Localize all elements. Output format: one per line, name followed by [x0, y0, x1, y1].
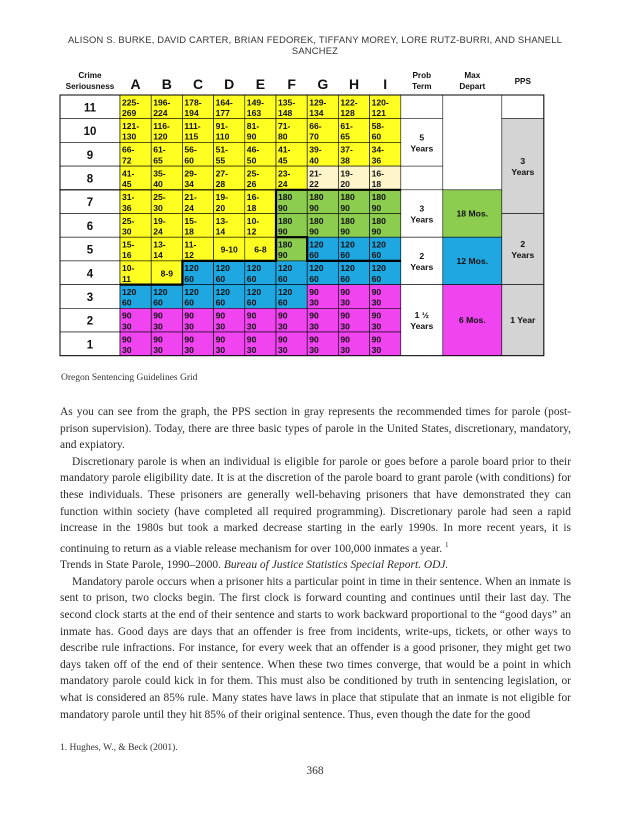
- prob-term-value: 2: [419, 250, 425, 261]
- max-depart-value: 6 Mos.: [458, 315, 486, 326]
- grid-cell-value-bottom: 90: [340, 202, 350, 213]
- header-prob-label: Prob: [412, 71, 432, 80]
- grid-cell-value-top: 90: [371, 334, 382, 345]
- grid-cell-value-bottom: 30: [340, 321, 350, 332]
- pps-value: 1 Year: [510, 315, 536, 326]
- grid-cell-value-bottom: 30: [340, 345, 350, 355]
- grid-cell-value-top: 19-: [153, 215, 166, 226]
- grid-cell-value: 9-10: [220, 244, 238, 255]
- grid-cell-value-top: 81-: [246, 121, 260, 131]
- reference-italic: Bureau of Justice Statistics Special Report. ODJ.: [223, 559, 449, 572]
- grid-cell-value-top: 149-: [246, 97, 265, 108]
- grid-cell-value-bottom: 30: [309, 297, 319, 308]
- grid-cell-value-top: 120: [215, 263, 230, 274]
- grid-cell-value-top: 21-: [309, 168, 322, 179]
- column-header-i: I: [383, 76, 388, 92]
- grid-cell-value-top: 90: [371, 286, 382, 297]
- grid-cell-value-bottom: 70: [309, 131, 319, 142]
- grid-cell-value-bottom: 130: [122, 131, 137, 142]
- grid-cell-value-top: 120: [278, 286, 293, 297]
- grid-cell-value-top: 120: [246, 286, 262, 297]
- grid-cell-value-top: 90: [340, 334, 350, 345]
- grid-cell-value-top: 129-: [309, 97, 327, 108]
- grid-cell-value-top: 21-: [184, 192, 197, 203]
- grid-cell-value-bottom: 38: [340, 155, 350, 166]
- grid-cell-value-bottom: 194: [184, 108, 199, 118]
- grid-cell-value-top: 34-: [371, 144, 385, 155]
- grid-cell-value-bottom: 148: [278, 108, 293, 118]
- grid-cell-value-bottom: 60: [246, 297, 257, 308]
- grid-cell-value-bottom: 90: [371, 226, 382, 237]
- grid-cell-value-top: 90: [122, 310, 132, 321]
- grid-cell-value-bottom: 90: [278, 202, 288, 213]
- grid-cell-value: 6-8: [254, 244, 267, 255]
- seriousness-level-5: 5: [86, 244, 94, 257]
- grid-cell-value-top: 111-: [184, 121, 201, 131]
- grid-cell-value-top: 90: [340, 310, 350, 321]
- grid-cell-value-bottom: 60: [153, 297, 163, 308]
- paragraph-discretionary: [60, 454, 571, 557]
- grid-cell-value-bottom: 60: [246, 273, 257, 284]
- grid-cell-value-top: 16-: [246, 192, 260, 203]
- grid-cell-value-top: 41-: [278, 144, 291, 155]
- grid-cell-value-bottom: 30: [246, 345, 257, 355]
- pps-unit: Years: [511, 167, 535, 178]
- column-header-f: F: [287, 76, 296, 92]
- grid-cell-value-top: 180: [371, 215, 386, 226]
- grid-cell-value-top: 51-: [215, 144, 229, 155]
- seriousness-level-7: 7: [86, 197, 94, 210]
- grid-cell-value-bottom: 110: [215, 131, 230, 142]
- grid-cell-value-bottom: 90: [278, 250, 288, 261]
- grid-cell-value-top: 120: [215, 286, 230, 297]
- grid-cell-value-bottom: 60: [278, 297, 288, 308]
- grid-cell-value-bottom: 30: [371, 297, 382, 308]
- grid-cell-value-top: 120: [278, 263, 293, 274]
- grid-cell-value-top: 25-: [122, 215, 135, 226]
- grid-cell-value-bottom: 36: [371, 155, 382, 166]
- grid-cell-value-bottom: 90: [246, 131, 257, 142]
- grid-cell-value-top: 37-: [340, 144, 353, 155]
- grid-cell-value-bottom: 30: [122, 321, 132, 332]
- grid-cell-value-top: 90: [153, 334, 163, 345]
- pps-value: 3: [520, 156, 526, 167]
- grid-cell-value-top: 180: [340, 215, 355, 226]
- grid-cell-value-top: 180: [309, 192, 324, 203]
- grid-cell-value-bottom: 12: [246, 226, 257, 237]
- grid-cell-value-top: 31-: [122, 192, 135, 203]
- grid-cell-value-top: 178-: [184, 97, 202, 108]
- footnote-marker[interactable]: 1: [444, 540, 449, 549]
- paragraph-mandatory: Mandatory parole occurs when a prisoner hits a particular point in time in their sentence. When an inmate is sent to prison, two clocks begin. The first clock is forward counting and continues until their last day. The second clock starts at the end of their sentence and starts to work backward proportional to the “good days” an inmate has. Good days are days that an offender is free from incidents, write-ups, tickets, or other ways to describe rule infractions. For instance, for every week that an offender is a good prisoner, they might get two days taken off of the end of their sentence. When these two times converge, that would be a point in which mandatory parole could kick in for them. This must also be conditioned by truth in sentencing legislation, or what is considered an 85% rule. Many states have laws in place that stipulate that an inmate is not eligible for mandatory parole until they hit 85% of their original sentence. Thus, even though the date for the good: [60, 575, 571, 721]
- grid-cell-value-top: 225-: [122, 97, 140, 108]
- grid-cell-value-bottom: 30: [215, 321, 226, 332]
- max-depart-cell: [443, 95, 502, 190]
- grid-cell-value-top: 25-: [153, 192, 166, 203]
- seriousness-level-8: 8: [86, 173, 94, 186]
- grid-cell-value-bottom: 72: [122, 155, 132, 166]
- prob-term-cell: [401, 190, 443, 237]
- grid-cell-value-top: 90: [184, 310, 194, 321]
- grid-cell-value-top: 120: [371, 239, 386, 250]
- header-authors-line1: ALISON S. BURKE, DAVID CARTER, BRIAN FEDOREK, TIFFANY MOREY, LORE RUTZ-BURRI, AND SHANELL: [67, 34, 563, 45]
- grid-cell-value-bottom: 30: [278, 345, 288, 355]
- grid-cell-value-top: 120: [184, 263, 199, 274]
- column-header-e: E: [255, 76, 266, 92]
- grid-cell-value-bottom: 30: [184, 345, 194, 355]
- grid-cell-value-bottom: 40: [309, 155, 319, 166]
- grid-cell-value-top: 180: [278, 239, 293, 250]
- grid-cell-value-top: 120: [122, 286, 137, 297]
- pps-cell: [502, 95, 544, 119]
- grid-cell-value-bottom: 30: [309, 345, 319, 355]
- column-header-b: B: [161, 76, 172, 92]
- prob-term-value: 5: [419, 132, 425, 143]
- header-crime-label: Crime: [78, 71, 102, 80]
- grid-cell-value-bottom: 65: [340, 131, 350, 142]
- grid-cell-value-bottom: 30: [371, 345, 382, 355]
- grid-cell-value-bottom: 121: [371, 108, 386, 118]
- grid-cell-value-top: 120: [246, 263, 262, 274]
- grid-cell-value-bottom: 30: [153, 321, 163, 332]
- seriousness-level-1: 1: [86, 339, 94, 352]
- prob-term-unit: Years: [410, 143, 434, 154]
- grid-cell-value-bottom: 28: [215, 179, 226, 190]
- grid-cell-value-top: 27-: [215, 168, 229, 179]
- grid-cell-value-bottom: 60: [184, 155, 194, 166]
- grid-cell-value-top: 35-: [153, 168, 166, 179]
- grid-cell-value-top: 66-: [309, 121, 322, 131]
- grid-cell-value-bottom: 20: [340, 179, 350, 190]
- grid-cell-value-top: 90: [309, 310, 319, 321]
- column-header-d: D: [224, 76, 235, 92]
- grid-cell-value-bottom: 30: [278, 321, 288, 332]
- grid-cell-value-top: 16-: [371, 168, 385, 179]
- grid-cell-value-top: 120: [340, 263, 355, 274]
- column-header-c: C: [192, 76, 204, 92]
- header-max-label: Max: [464, 71, 481, 80]
- grid-cell-value-bottom: 18: [184, 226, 194, 237]
- max-depart-value: 12 Mos.: [456, 255, 489, 266]
- grid-cell-value-bottom: 16: [122, 250, 132, 261]
- grid-cell-value-bottom: 40: [153, 179, 163, 190]
- grid-cell-value-top: 19-: [215, 192, 229, 203]
- grid-cell-value-top: 71-: [278, 121, 291, 131]
- grid-cell-value-bottom: 115: [184, 131, 199, 142]
- grid-cell-value-bottom: 45: [122, 179, 132, 190]
- grid-cell-value-bottom: 14: [215, 226, 226, 237]
- grid-cell-value-bottom: 30: [309, 321, 319, 332]
- grid-cell-value-bottom: 128: [340, 108, 355, 118]
- body-text: [60, 404, 571, 723]
- seriousness-level-10: 10: [83, 126, 97, 139]
- column-header-h: H: [348, 76, 360, 92]
- grid-cell-value-top: 90: [153, 310, 163, 321]
- grid-cell-value-bottom: 30: [122, 345, 132, 355]
- grid-cell-value-top: 90: [340, 286, 350, 297]
- seriousness-level-2: 2: [86, 315, 94, 328]
- grid-cell-value-bottom: 60: [371, 250, 382, 261]
- grid-cell-value-bottom: 34: [184, 179, 194, 190]
- grid-cell-value-bottom: 20: [215, 202, 226, 213]
- grid-cell-value-bottom: 177: [215, 108, 230, 118]
- pps-value: 2: [520, 239, 526, 250]
- grid-cell-value-top: 10-: [246, 215, 260, 226]
- grid-cell-value-bottom: 18: [371, 179, 382, 190]
- page-number: 368: [306, 765, 324, 777]
- grid-cell-value-top: 13-: [153, 239, 166, 250]
- prob-term-unit: Years: [410, 321, 434, 332]
- grid-cell-value-top: 58-: [371, 121, 385, 131]
- grid-cell-value-bottom: 269: [122, 108, 137, 118]
- grid-cell-value-top: 29-: [184, 168, 197, 179]
- grid-cell-value-bottom: 22: [309, 179, 319, 190]
- figure-caption: Oregon Sentencing Guidelines Grid: [61, 373, 198, 383]
- grid-cell-value-bottom: 60: [309, 250, 319, 261]
- grid-cell-value-top: 15-: [184, 215, 197, 226]
- grid-cell-value-top: 90: [309, 286, 319, 297]
- grid-cell-value-top: 180: [278, 192, 293, 203]
- seriousness-level-6: 6: [86, 220, 94, 233]
- max-depart-value: 18 Mos.: [456, 208, 489, 219]
- grid-cell-value-bottom: 224: [153, 108, 168, 118]
- grid-cell-value-bottom: 24: [278, 179, 288, 190]
- seriousness-level-11: 11: [83, 102, 97, 115]
- grid-cell-value-bottom: 24: [153, 226, 163, 237]
- grid-cell-value-bottom: 30: [340, 297, 350, 308]
- grid-cell-value-bottom: 60: [340, 250, 350, 261]
- grid-cell-value-bottom: 60: [340, 273, 350, 284]
- grid-cell-value-top: 23-: [278, 168, 291, 179]
- grid-cell-value-top: 19-: [340, 168, 353, 179]
- grid-cell-value-top: 11-: [184, 239, 197, 250]
- grid-cell-value-top: 56-: [184, 144, 197, 155]
- grid-cell-value-top: 120: [184, 286, 199, 297]
- grid-cell-value-bottom: 55: [215, 155, 226, 166]
- grid-cell-value-bottom: 90: [278, 226, 288, 237]
- grid-cell-value-top: 61-: [340, 121, 353, 131]
- grid-cell-value-top: 180: [371, 192, 386, 203]
- grid-cell-value-bottom: 26: [246, 179, 257, 190]
- grid-cell-value-top: 120: [309, 263, 324, 274]
- grid-cell-value-bottom: 60: [184, 273, 194, 284]
- grid-cell-value-top: 61-: [153, 144, 166, 155]
- grid-cell-value-bottom: 30: [122, 226, 132, 237]
- grid-cell-value-top: 41-: [122, 168, 135, 179]
- header-seriousness-label: Seriousness: [65, 82, 115, 91]
- grid-cell-value-bottom: 90: [309, 226, 319, 237]
- grid-cell-value-bottom: 60: [371, 131, 382, 142]
- grid-cell-value-top: 39-: [309, 144, 322, 155]
- grid-cell-value-bottom: 30: [153, 202, 163, 213]
- grid-cell-value-bottom: 14: [153, 250, 163, 261]
- grid-cell-value-top: 90: [371, 310, 382, 321]
- grid-cell-value-bottom: 80: [278, 131, 288, 142]
- grid-cell-value-top: 90: [122, 334, 132, 345]
- grid-cell-value-bottom: 60: [215, 273, 226, 284]
- prob-term-value: 1 ½: [414, 310, 429, 321]
- grid-cell-value-top: 164-: [215, 97, 233, 108]
- grid-cell-value-top: 120: [309, 239, 324, 250]
- grid-cell-value-top: 90: [215, 334, 226, 345]
- grid-cell-value-top: 121-: [122, 121, 140, 131]
- grid-cell-value-bottom: 24: [184, 202, 194, 213]
- grid-cell-value-top: 90: [278, 310, 288, 321]
- grid-cell-value-top: 135-: [278, 97, 296, 108]
- grid-cell-value-top: 25-: [246, 168, 260, 179]
- grid-cell-value-bottom: 60: [309, 273, 319, 284]
- grid-cell-value-bottom: 90: [309, 202, 319, 213]
- grid-cell-value-bottom: 11: [122, 273, 132, 284]
- grid-cell-value-top: 180: [309, 215, 324, 226]
- grid-cell-value-bottom: 30: [215, 345, 226, 355]
- grid-cell-value-bottom: 90: [371, 202, 382, 213]
- grid-cell-value-top: 13-: [215, 215, 229, 226]
- column-header-g: G: [317, 76, 329, 92]
- grid-cell-value-top: 15-: [122, 239, 135, 250]
- grid-cell-value-top: 90: [309, 334, 319, 345]
- grid-cell-value-top: 180: [278, 215, 293, 226]
- prob-term-value: 3: [419, 203, 425, 214]
- grid-cell-value-top: 122-: [340, 97, 358, 108]
- grid-cell-value-top: 120: [153, 286, 168, 297]
- grid-cell-value-bottom: 30: [184, 321, 194, 332]
- grid-cell-value-bottom: 30: [153, 345, 163, 355]
- header-depart-label: Depart: [459, 82, 486, 91]
- grid-cell-value-top: 10-: [122, 263, 135, 274]
- grid-cell-value-bottom: 65: [153, 155, 163, 166]
- header-pps-label: PPS: [514, 77, 531, 86]
- grid-cell-value-top: 90: [215, 310, 226, 321]
- running-header: [30, 34, 600, 56]
- grid-cell-value-top: 66-: [122, 144, 135, 155]
- paragraph-discretionary-text: Discretionary parole is when an individual is eligible for parole or goes before a parole board prior to their mandatory parole eligibility date. It is at the discretion of the parole board to grant parole (with conditions) for these individuals. These prisoners are generally well-behaving prisoners that have demonstrated they can function within society (have completed all required programming). Discretionary parole had seen a rapid increase in the 1980s but took a marked decrease starting in the early 1990s. In more recent years, it is continuing to return as a viable release mechanism for over 100,000 inmates a year.: [60, 455, 571, 555]
- paragraph-intro: As you can see from the graph, the PPS section in gray represents the recommended times for parole (post-prison supervision). Today, there are three basic types of parole in the United States, discretionary, mandatory, and expiatory.: [60, 406, 571, 452]
- grid-cell-value-bottom: 60: [122, 297, 132, 308]
- grid-cell-value-bottom: 134: [309, 108, 324, 118]
- seriousness-level-9: 9: [86, 149, 94, 162]
- header-authors-line2: SANCHEZ: [291, 45, 339, 56]
- grid-cell-value-bottom: 50: [246, 155, 257, 166]
- sentencing-guidelines-grid: [60, 68, 564, 356]
- grid-cell-value-bottom: 60: [184, 297, 194, 308]
- grid-cell-value-top: 120: [340, 239, 355, 250]
- grid-cell-value-bottom: 90: [340, 226, 350, 237]
- grid-cell-value-bottom: 45: [278, 155, 288, 166]
- grid-cell-value-top: 120: [371, 263, 386, 274]
- reference-text: Trends in State Parole, 1990–2000.: [60, 559, 224, 572]
- grid-cell-value-bottom: 30: [371, 321, 382, 332]
- grid-cell-value-top: 116-: [153, 121, 170, 131]
- grid-cell-value-top: 90: [246, 310, 257, 321]
- column-header-a: A: [130, 76, 141, 92]
- grid-cell-value-bottom: 30: [246, 321, 257, 332]
- reference-line: [60, 557, 571, 574]
- grid-cell-value-bottom: 12: [184, 250, 194, 261]
- grid-cell-value-top: 196-: [153, 97, 171, 108]
- seriousness-level-3: 3: [86, 291, 94, 304]
- footnote: 1. Hughes, W., & Beck (2001).: [60, 743, 178, 753]
- prob-term-unit: Years: [410, 214, 434, 225]
- grid-cell-value-bottom: 60: [278, 273, 288, 284]
- grid-cell-value-bottom: 60: [215, 297, 226, 308]
- grid-cell-value-bottom: 18: [246, 202, 257, 213]
- grid-cell-value-bottom: 60: [371, 273, 382, 284]
- grid-cell-value-bottom: 120: [153, 131, 168, 142]
- grid-cell-value-top: 46-: [246, 144, 260, 155]
- grid-cell-value-top: 180: [340, 192, 355, 203]
- grid-cell-value-top: 90: [184, 334, 194, 345]
- seriousness-level-4: 4: [86, 268, 94, 281]
- grid-cell-value-top: 90: [246, 334, 257, 345]
- header-term-label: Term: [412, 82, 432, 91]
- grid-cell-value-top: 120-: [371, 97, 389, 108]
- grid-cell-value-top: 91-: [215, 121, 229, 131]
- grid-cell-value-bottom: 36: [122, 202, 132, 213]
- prob-term-unit: Years: [410, 261, 434, 272]
- grid-cell-value: 8-9: [160, 268, 174, 279]
- grid-cell-value-top: 90: [278, 334, 288, 345]
- grid-cell-value-bottom: 163: [246, 108, 262, 118]
- pps-unit: Years: [511, 250, 535, 261]
